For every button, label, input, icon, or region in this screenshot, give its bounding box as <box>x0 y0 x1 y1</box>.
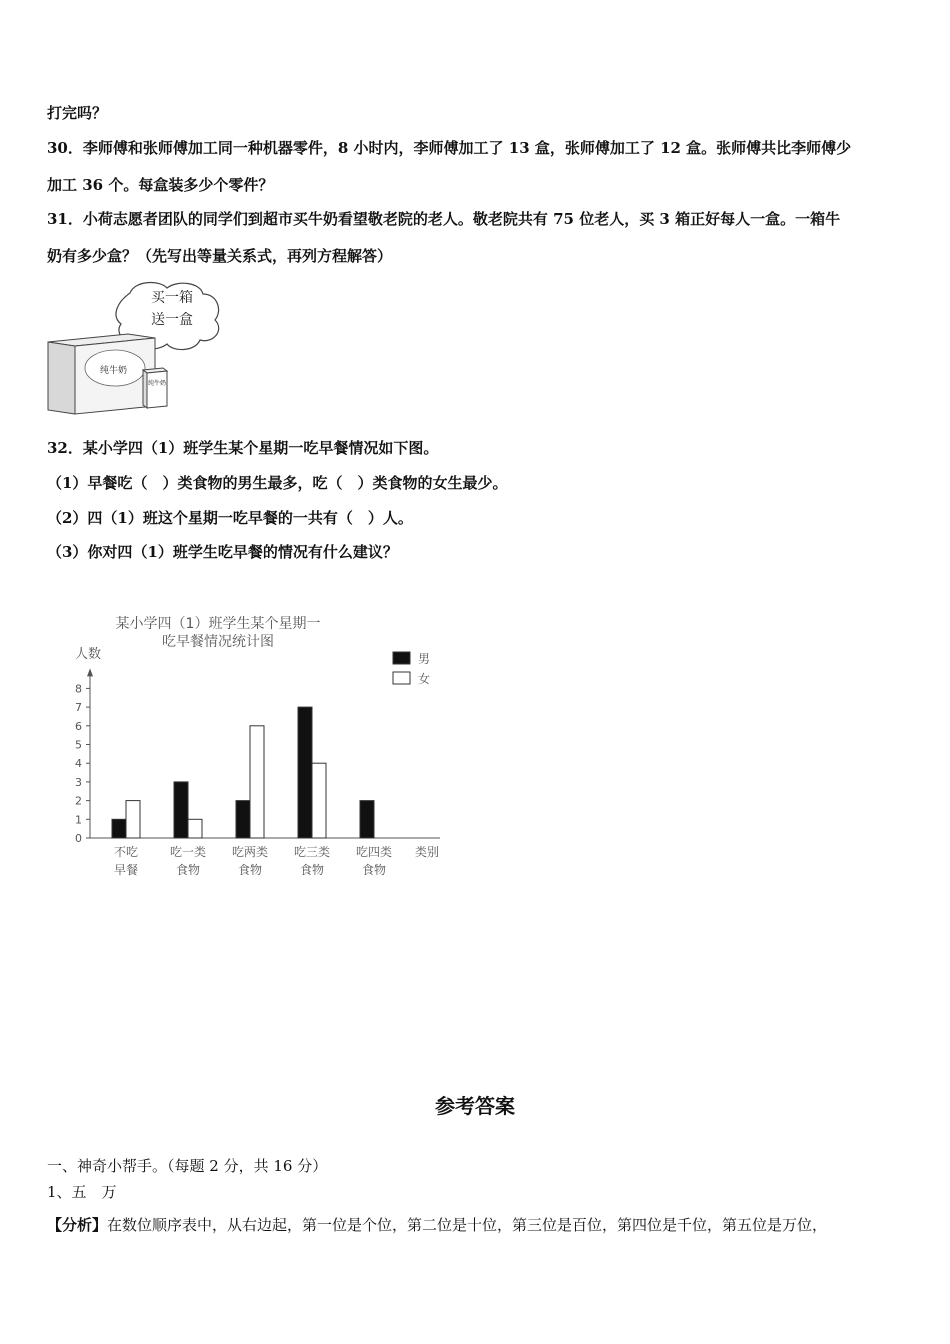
bar-male <box>112 819 126 838</box>
question-32-part2: （2）四（1）班这个星期一吃早餐的一共有（ ）人。 <box>47 509 413 527</box>
bar-male <box>174 782 188 838</box>
legend-label: 女 <box>418 672 431 686</box>
question-31-cont: 奶有多少盒？（先写出等量关系式，再列方程解答） <box>47 247 393 265</box>
y-axis-arrow <box>87 668 93 676</box>
chart-bars <box>112 707 374 838</box>
question-32: 32．某小学四（1）班学生某个星期一吃早餐情况如下图。 <box>47 439 439 457</box>
answers-title: 参考答案 <box>435 1094 515 1118</box>
bar-female <box>312 763 326 838</box>
question-32-part3: （3）你对四（1）班学生吃早餐的情况有什么建议？ <box>47 543 398 561</box>
x-tick-label: 早餐 <box>113 863 139 877</box>
y-tick-label: 2 <box>75 794 82 808</box>
analysis-line <box>47 1214 827 1235</box>
x-tick-label: 食物 <box>237 863 263 877</box>
legend-label: 男 <box>418 652 431 666</box>
chart-title-line1: 某小学四（1）班学生某个星期一 <box>115 616 321 632</box>
y-tick-label: 7 <box>75 701 82 715</box>
x-tick-label: 吃两类 <box>231 845 269 859</box>
x-tick-label: 食物 <box>299 863 325 877</box>
milk-box-illustration <box>45 278 245 418</box>
bar-male <box>360 801 374 838</box>
y-tick-label: 6 <box>75 719 82 733</box>
breakfast-bar-chart <box>60 600 460 890</box>
x-tick-label: 食物 <box>175 863 201 877</box>
x-tick-label: 吃四类 <box>355 845 393 859</box>
bar-female <box>126 801 140 838</box>
question-30-cont: 加工 36 个。每盒装多少个零件？ <box>47 176 274 194</box>
legend-swatch <box>393 652 410 664</box>
carton-label: 纯牛奶 <box>100 366 128 376</box>
small-carton-label: 纯牛奶 <box>148 380 167 387</box>
bar-male <box>298 707 312 838</box>
chart-legend <box>393 652 430 686</box>
bar-female <box>250 726 264 838</box>
bar-female <box>188 819 202 838</box>
question-30: 30．李师傅和张师傅加工同一种机器零件，8 小时内，李师傅加工了 13 盒，张师傅加工了 12 盒。张师傅共比李师傅少 <box>47 139 852 157</box>
y-tick-label: 4 <box>75 757 82 771</box>
answer-1: 1、五 万 <box>47 1183 117 1201</box>
legend-swatch <box>393 672 410 684</box>
x-tick-label: 吃三类 <box>293 845 331 859</box>
milk-carton-large <box>48 334 155 414</box>
answers-section-heading: 一、神奇小帮手。（每题 2 分，共 16 分） <box>47 1157 328 1175</box>
y-tick-label: 3 <box>75 775 82 789</box>
y-tick-label: 8 <box>75 682 82 696</box>
x-axis-label: 类别 <box>414 845 440 859</box>
chart-title-line2: 吃早餐情况统计图 <box>162 634 274 650</box>
line-continuation: 打完吗？ <box>47 104 108 122</box>
y-tick-label: 1 <box>75 813 82 827</box>
y-tick-label: 0 <box>75 832 82 845</box>
question-31: 31．小荷志愿者团队的同学们到超市买牛奶看望敬老院的老人。敬老院共有 75 位老人，买 3 箱正好每人一盒。一箱牛 <box>47 210 841 228</box>
bubble-text-1: 买一箱 <box>151 290 193 306</box>
y-axis-label: 人数 <box>75 647 102 662</box>
analysis-tag: 【分析】 <box>47 1216 108 1234</box>
x-tick-label: 不吃 <box>113 845 139 859</box>
question-32-part1: （1）早餐吃（ ）类食物的男生最多，吃（ ）类食物的女生最少。 <box>47 474 508 492</box>
y-tick-label: 5 <box>75 738 82 752</box>
bubble-text-2: 送一盒 <box>151 312 193 328</box>
x-tick-label: 食物 <box>361 863 387 877</box>
analysis-text: 在数位顺序表中，从右边起，第一位是个位，第二位是十位，第三位是百位，第四位是千位，第五位是万位， <box>107 1216 828 1234</box>
bar-male <box>236 801 250 838</box>
x-tick-label: 吃一类 <box>169 845 207 859</box>
milk-carton-small <box>143 368 167 408</box>
